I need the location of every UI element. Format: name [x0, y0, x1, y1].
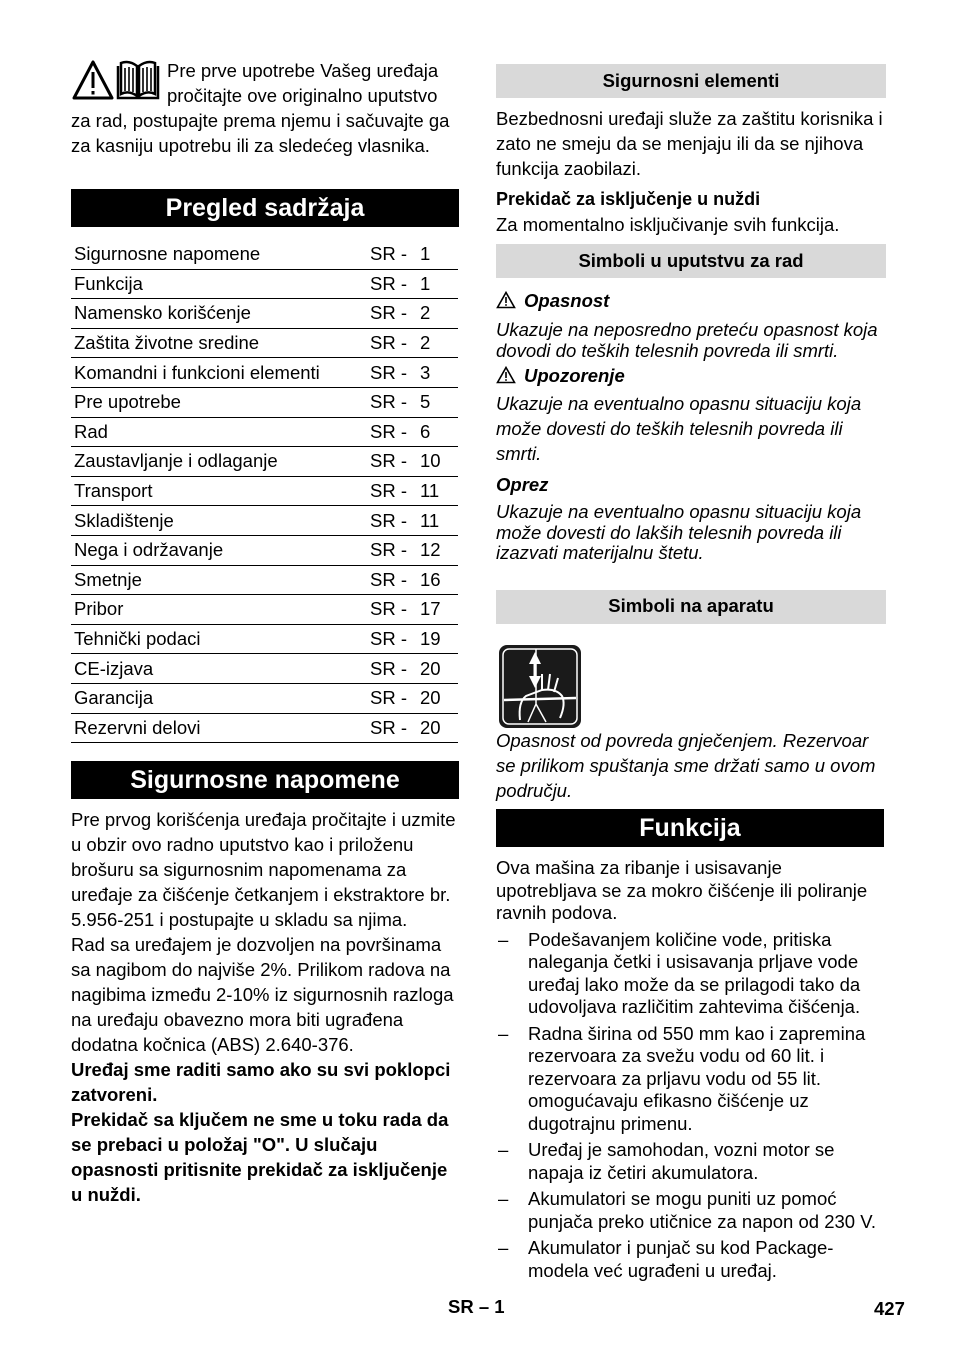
toc-row-page: 16: [420, 565, 458, 595]
safety-bold-2: Prekidač sa ključem ne sme u toku rada da se prebaci u položaj "O". U slučaju opasnosti pritisnite prekidač za isključenje u nuždi.: [71, 1109, 449, 1205]
dash-bullet: –: [498, 1139, 509, 1160]
function-list-item: [496, 1139, 886, 1184]
toc-row-prefix: SR -: [370, 387, 420, 417]
danger-text: Ukazuje na neposredno preteću opasnost koja dovodi do teških telesnih povreda ili smrti.: [496, 319, 878, 361]
safety-paragraph-1: Pre prvog korišćenja uređaja pročitajte i uzmite u obzir ovo radno uputstvo kao i priloženu brošuru sa sigurnosnim napomenama za uređaje za čišćenje četkanjem i ekstraktore br. 5.956-251 i postupajte u skladu sa njima.: [71, 809, 456, 930]
elements-text: Bezbednosni uređaji služe za zaštitu korisnika i zato ne smeju da se menjaju ili da se njihova funkcija zaobilazi.: [496, 108, 883, 179]
function-list-item-text: Akumulator i punjač su kod Package-modela već ugrađeni u uređaj.: [528, 1237, 834, 1281]
warning-heading: [496, 363, 886, 389]
toc-row: [71, 328, 458, 358]
toc-row-prefix: SR -: [370, 713, 420, 743]
danger-triangle-icon: [496, 291, 516, 309]
dash-bullet: –: [498, 928, 509, 950]
toc-row-page: 1: [420, 269, 458, 299]
elements-title: Sigurnosni elementi: [496, 64, 886, 98]
toc-row-prefix: SR -: [370, 447, 420, 477]
emergency-stop-heading: Prekidač za isključenje u nuždi: [496, 189, 761, 209]
function-list-item-text: Uređaj je samohodan, vozni motor se napaja iz četiri akumulatora.: [528, 1139, 835, 1183]
toc-row-page: 12: [420, 535, 458, 565]
safety-paragraph-2: Rad sa uređajem je dozvoljen na površinama sa nagibom do najviše 2%. Prilikom radova na nagibima između 2-10% iz sigurnosnih razloga na uređaju obavezno mora biti ugrađena dodatna kočnica (ABS) 2.640-376.: [71, 934, 454, 1055]
footer-section: SR – 1: [448, 1296, 505, 1317]
toc-row-prefix: SR -: [370, 624, 420, 654]
toc-row-prefix: SR -: [370, 240, 420, 269]
function-list-item: [496, 1237, 886, 1282]
toc-title: Pregled sadržaja: [71, 189, 459, 227]
crush-hazard-caption: Opasnost od povreda gnječenjem. Rezervoar se prilikom spuštanja sme držati samo u ovom području.: [496, 730, 876, 801]
toc-row-page: 2: [420, 328, 458, 358]
warning-triangle-icon: [496, 366, 516, 384]
function-list-item-text: Podešavanjem količine vode, pritiska naleganja četki i usisavanja prljave vode uređaj lako može da se prilagodi tako da udovoljava različitim zahtevima čišćenja.: [528, 928, 861, 1017]
toc-row-label: Smetnje: [71, 565, 370, 595]
toc-row: [71, 624, 458, 654]
toc-row-label: Garancija: [71, 683, 370, 713]
toc-row-page: 11: [420, 506, 458, 536]
danger-heading-text: Opasnost: [524, 290, 610, 311]
toc-row: [71, 447, 458, 477]
warning-heading-text: Upozorenje: [524, 365, 625, 386]
elements-block: [496, 106, 886, 237]
toc-row-prefix: SR -: [370, 506, 420, 536]
intro-text: Pre prve upotrebe Vašeg uređaja pročitajte ove originalno uputstvo za rad, postupajte prema njemu i sačuvajte ga za kasniju upotrebu ili za sledećeg vlasnika.: [71, 60, 450, 156]
toc-row-prefix: SR -: [370, 269, 420, 299]
toc-row-prefix: SR -: [370, 595, 420, 625]
function-title: Funkcija: [496, 809, 884, 847]
function-list: [496, 929, 886, 1283]
footer-page-number: 427: [874, 1298, 905, 1319]
toc-row-prefix: SR -: [370, 535, 420, 565]
toc-row-label: Pribor: [71, 595, 370, 625]
caution-text: Ukazuje na eventualno opasnu situaciju koja može dovesti do lakših telesnih povreda ili izazvati materijalnu štetu.: [496, 501, 862, 563]
toc-row-label: Sigurnosne napomene: [71, 240, 370, 269]
toc-row-page: 20: [420, 654, 458, 684]
toc-row-page: 10: [420, 447, 458, 477]
toc-row-page: 19: [420, 624, 458, 654]
toc-row-prefix: SR -: [370, 654, 420, 684]
toc-row: [71, 506, 458, 536]
toc-row-page: 5: [420, 387, 458, 417]
toc-row: [71, 269, 458, 299]
function-list-item: [496, 1188, 886, 1233]
symbols-title: Simboli u uputstvu za rad: [496, 244, 886, 278]
toc-row: [71, 565, 458, 595]
toc-row: [71, 476, 458, 506]
function-list-item-text: Akumulatori se mogu puniti uz pomoć punjača preko utičnice za napon od 230 V.: [528, 1188, 876, 1232]
symbols-block: [496, 288, 886, 564]
toc-row: [71, 240, 458, 269]
manual-book-icon: [115, 58, 161, 104]
toc-row: [71, 595, 458, 625]
emergency-stop-text: Za momentalno isključivanje svih funkcija.: [496, 214, 840, 235]
function-intro: Ova mašina za ribanje i usisavanje upotrebljava se za mokro čišćenje ili poliranje ravnih podova.: [496, 857, 868, 923]
toc-row-label: Rezervni delovi: [71, 713, 370, 743]
toc-row-prefix: SR -: [370, 417, 420, 447]
toc-row-prefix: SR -: [370, 683, 420, 713]
toc-row-label: Zaštita životne sredine: [71, 328, 370, 358]
toc-row-label: Transport: [71, 476, 370, 506]
intro-block: [71, 58, 459, 158]
toc-table: [71, 240, 458, 743]
function-block: [496, 857, 886, 1286]
warning-text: Ukazuje na eventualno opasnu situaciju koja može dovesti do teških telesnih povreda ili smrti.: [496, 393, 862, 464]
toc-row-page: 17: [420, 595, 458, 625]
toc-row-page: 2: [420, 299, 458, 329]
toc-row: [71, 654, 458, 684]
toc-row-label: Skladištenje: [71, 506, 370, 536]
toc-row-page: 20: [420, 713, 458, 743]
toc-row-label: CE-izjava: [71, 654, 370, 684]
caution-heading: Oprez: [496, 474, 549, 495]
safety-title: Sigurnosne napomene: [71, 761, 459, 799]
toc-row-label: Zaustavljanje i odlaganje: [71, 447, 370, 477]
toc-row-label: Komandni i funkcioni elementi: [71, 358, 370, 388]
toc-row-page: 6: [420, 417, 458, 447]
danger-heading: [496, 288, 886, 314]
toc-row-page: 3: [420, 358, 458, 388]
toc-row-label: Namensko korišćenje: [71, 299, 370, 329]
toc-row-prefix: SR -: [370, 565, 420, 595]
dash-bullet: –: [498, 1022, 509, 1044]
dash-bullet: –: [498, 1188, 509, 1209]
function-list-item-text: Radna širina od 550 mm kao i zapremina rezervoara za svežu vodu od 60 lit. i rezervoara za prljavu vodu od 55 lit. omogućavaju efikasno čišćenje uz dugotrajnu primenu.: [528, 1022, 866, 1134]
warning-book-icons: [71, 58, 163, 108]
function-list-item: [496, 929, 886, 1019]
toc-row: [71, 713, 458, 743]
toc-row: [71, 387, 458, 417]
toc-row-prefix: SR -: [370, 358, 420, 388]
safety-block: [71, 807, 459, 1207]
safety-bold-1: Uređaj sme raditi samo ako su svi poklopci zatvoreni.: [71, 1059, 451, 1105]
device-symbols-title: Simboli na aparatu: [496, 590, 886, 624]
toc-row: [71, 358, 458, 388]
toc-row-page: 11: [420, 476, 458, 506]
toc-row-label: Pre upotrebe: [71, 387, 370, 417]
toc-row-prefix: SR -: [370, 476, 420, 506]
toc-row-label: Nega i održavanje: [71, 535, 370, 565]
toc-row-prefix: SR -: [370, 299, 420, 329]
toc-row-prefix: SR -: [370, 328, 420, 358]
toc-row-page: 20: [420, 683, 458, 713]
toc-row: [71, 417, 458, 447]
function-list-item: [496, 1023, 886, 1136]
dash-bullet: –: [498, 1237, 509, 1258]
toc-row: [71, 683, 458, 713]
toc-row: [71, 535, 458, 565]
toc-row-page: 1: [420, 240, 458, 269]
crush-hazard-icon: [498, 644, 582, 729]
toc-row-label: Tehnički podaci: [71, 624, 370, 654]
toc-row-label: Rad: [71, 417, 370, 447]
toc-row: [71, 299, 458, 329]
toc-row-label: Funkcija: [71, 269, 370, 299]
